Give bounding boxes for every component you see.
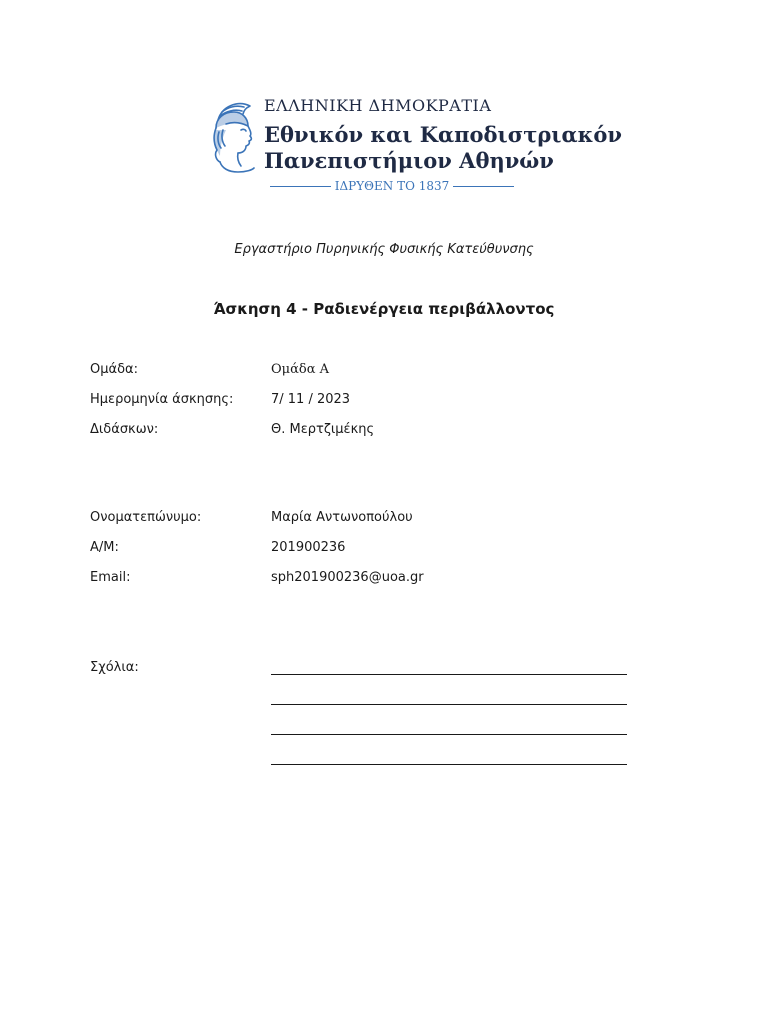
group-label: Ομάδα: bbox=[90, 362, 138, 377]
group-value: Ομάδα Α bbox=[271, 362, 330, 377]
instructor-value: Θ. Μερτζιμέκης bbox=[271, 422, 375, 437]
email-label: Email: bbox=[90, 570, 131, 585]
am-label: Α/Μ: bbox=[90, 540, 119, 555]
date-value: 7/ 11 / 2023 bbox=[271, 392, 351, 407]
email-value: sph201900236@uoa.gr bbox=[271, 570, 424, 585]
name-label: Ονοματεπώνυμο: bbox=[90, 510, 202, 525]
name-value: Μαρία Αντωνοπούλου bbox=[271, 510, 413, 525]
comment-line bbox=[271, 674, 627, 675]
exercise-title: Άσκηση 4 - Ραδιενέργεια περιβάλλοντος bbox=[213, 300, 555, 318]
comment-line bbox=[271, 734, 627, 735]
instructor-label: Διδάσκων: bbox=[90, 422, 159, 437]
comment-line bbox=[271, 704, 627, 705]
athena-head-emblem-icon bbox=[208, 98, 258, 178]
university-logo bbox=[208, 96, 622, 200]
am-value: 201900236 bbox=[271, 540, 346, 555]
logo-university-line1: Εθνικόν και Καποδιστριακόν bbox=[264, 122, 622, 147]
logo-republic-text: ΕΛΛΗΝΙΚΗ ΔΗΜΟΚΡΑΤΙΑ bbox=[264, 96, 492, 115]
logo-founded-text: ΙΔΡΥΘΕΝ ΤΟ 1837 bbox=[334, 179, 450, 193]
comment-line bbox=[271, 764, 627, 765]
logo-rule-right bbox=[453, 186, 514, 187]
comments-label: Σχόλια: bbox=[90, 660, 139, 675]
date-label: Ημερομηνία άσκησης: bbox=[90, 392, 234, 407]
logo-university-line2: Πανεπιστήμιον Αθηνών bbox=[264, 148, 554, 173]
lab-title: Εργαστήριο Πυρηνικής Φυσικής Κατεύθυνσης bbox=[234, 242, 534, 257]
logo-rule-left bbox=[270, 186, 331, 187]
logo-founded-row bbox=[270, 178, 514, 194]
